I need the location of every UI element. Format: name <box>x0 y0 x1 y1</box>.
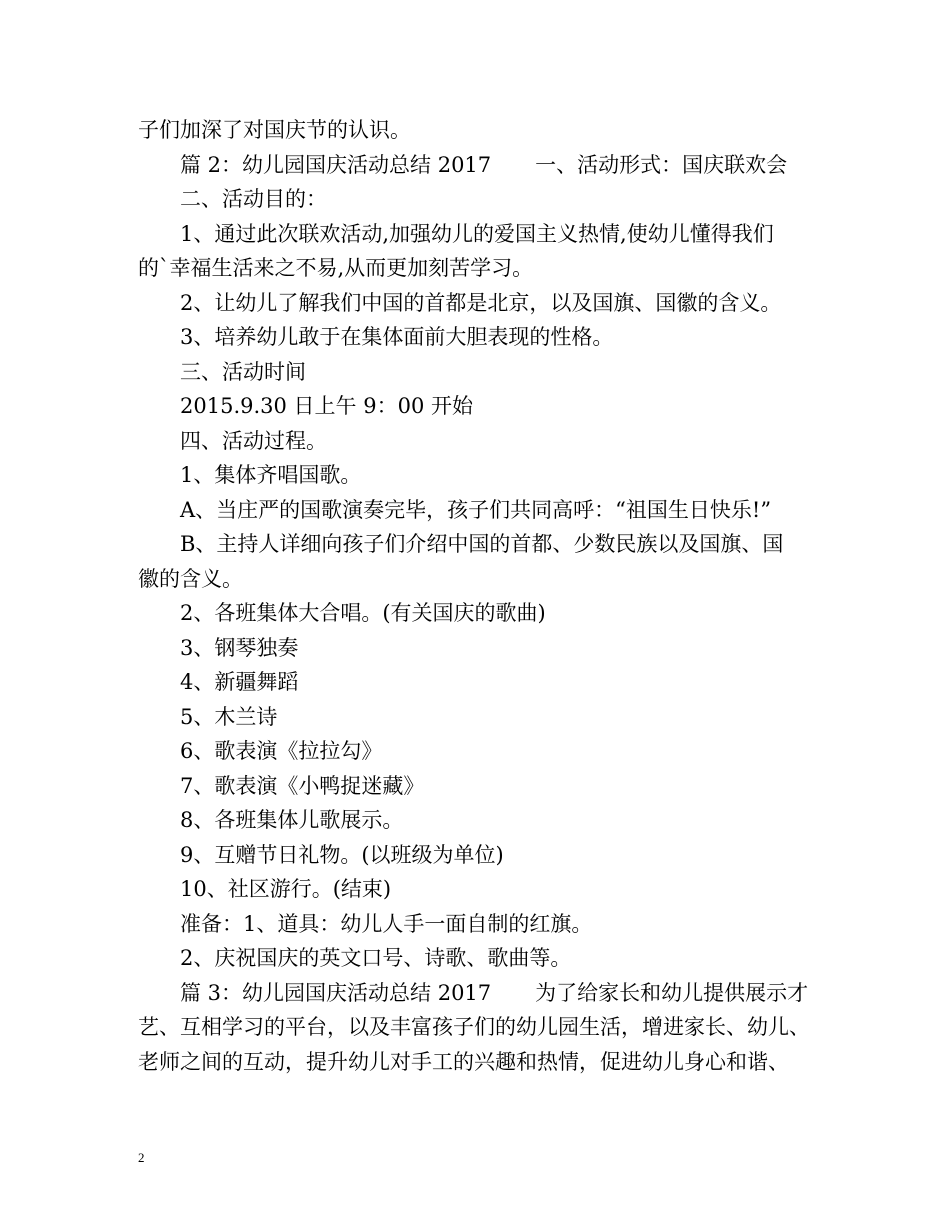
paragraph-line: 3、培养幼儿敢于在集体面前大胆表现的性格。 <box>180 325 614 349</box>
paragraph-line: 1、集体齐唱国歌。 <box>180 463 362 487</box>
paragraph-line: 老师之间的互动，提升幼儿对手工的兴趣和热情，促进幼儿身心和谐、 <box>138 1049 789 1074</box>
paragraph-line: 徽的含义。 <box>138 566 243 591</box>
paragraph-line: 2、各班集体大合唱。(有关国庆的歌曲) <box>180 601 546 625</box>
paragraph-line: 7、歌表演《小鸭捉迷藏》 <box>180 773 425 798</box>
paragraph-line: 3、钢琴独奏 <box>180 635 299 660</box>
paragraph-line: 10、社区游行。(结束) <box>180 877 392 901</box>
paragraph-line: B、主持人详细向孩子们介绍中国的首都、少数民族以及国旗、国 <box>180 532 784 556</box>
section-heading-line <box>138 976 828 1011</box>
paragraph-line: 9、互赠节日礼物。(以班级为单位) <box>180 842 504 867</box>
page-number: 2 <box>138 1150 145 1165</box>
paragraph-line: 三、活动时间 <box>180 359 306 384</box>
paragraph-line: 2、让幼儿了解我们中国的首都是北京，以及国旗、国徽的含义。 <box>180 290 782 315</box>
paragraph-line: 5、木兰诗 <box>180 704 278 729</box>
section-title: 篇 3：幼儿园国庆活动总结 2017 <box>180 980 492 1005</box>
section-title-tail: 为了给家长和幼儿提供展示才 <box>535 980 809 1005</box>
paragraph-line: 子们加深了对国庆节的认识。 <box>138 118 411 142</box>
paragraph-line: 二、活动目的： <box>180 187 327 211</box>
section-title-tail: 一、活动形式：国庆联欢会 <box>535 152 788 177</box>
document-body <box>138 113 828 1079</box>
paragraph-line: 艺、互相学习的平台，以及丰富孩子们的幼儿园生活，增进家长、幼儿、 <box>138 1015 810 1039</box>
paragraph-line: A、当庄严的国歌演奏完毕，孩子们共同高呼：“祖国生日快乐!” <box>180 497 772 522</box>
paragraph-line: 的`幸福生活来之不易,从而更加刻苦学习。 <box>138 256 534 280</box>
paragraph-line: 2015.9.30 日上午 9：00 开始 <box>180 394 473 418</box>
paragraph-line: 准备：1、道具：幼儿人手一面自制的红旗。 <box>180 911 593 936</box>
paragraph-line: 6、歌表演《拉拉勾》 <box>180 739 383 763</box>
paragraph-line: 8、各班集体儿歌展示。 <box>180 808 404 832</box>
paragraph-line: 4、新疆舞蹈 <box>180 670 299 694</box>
paragraph-line: 1、通过此次联欢活动,加强幼儿的爱国主义热情,使幼儿懂得我们 <box>180 221 774 246</box>
paragraph-line: 2、庆祝国庆的英文口号、诗歌、歌曲等。 <box>180 946 572 970</box>
section-title: 篇 2：幼儿园国庆活动总结 2017 <box>180 152 492 177</box>
section-heading-line <box>138 148 828 183</box>
paragraph-line: 四、活动过程。 <box>180 428 327 453</box>
